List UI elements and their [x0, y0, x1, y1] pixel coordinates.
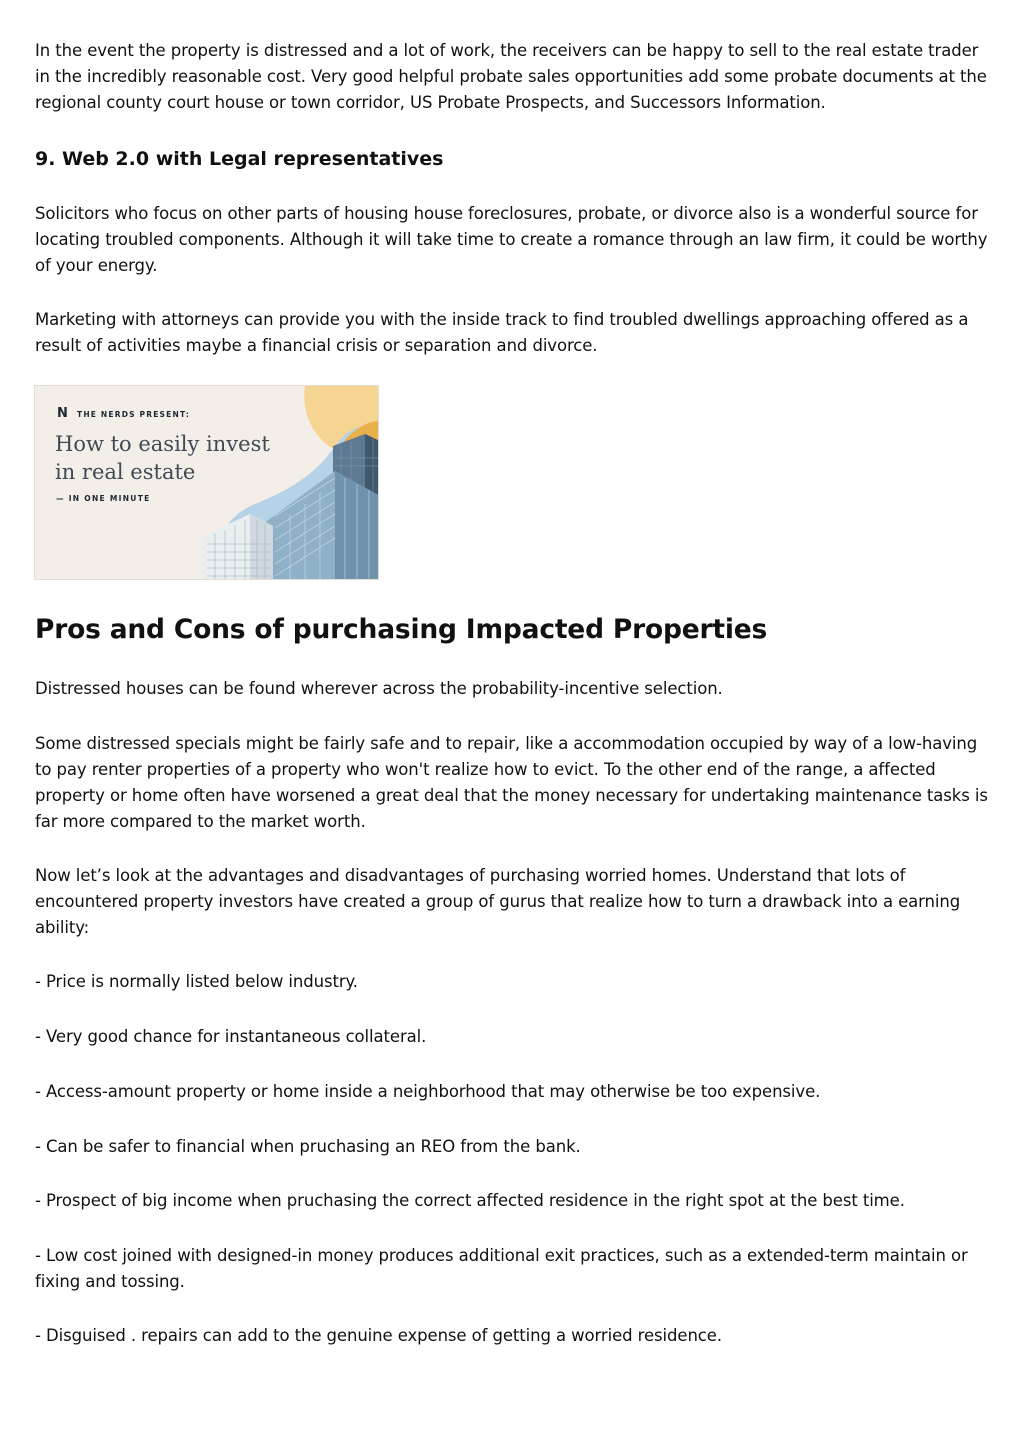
hero-brand [57, 408, 190, 420]
section-heading-pros-cons: Pros and Cons of purchasing Impacted Properties [35, 614, 768, 645]
section-heading-legal-representatives: 9. Web 2.0 with Legal representatives [35, 148, 444, 170]
hero-kicker: THE NERDS PRESENT: [77, 409, 191, 419]
nerdwallet-logo-icon: N [57, 406, 68, 421]
distressed-found-paragraph: Distressed houses can be found wherever across the probability-incentive selection. [35, 679, 723, 698]
list-item: - Very good chance for instantaneous collateral. [35, 1027, 427, 1046]
list-item: - Disguised . repairs can add to the genuine expense of getting a worried residence. [35, 1326, 722, 1345]
marketing-paragraph: Marketing with attorneys can provide you with the inside track to find troubled dwellings approaching offered as a result of activities maybe a financial crisis or separation and divorce. [35, 310, 969, 355]
now-lets-paragraph: Now let’s look at the advantages and disadvantages of purchasing worried homes. Understand that lots of encountered property investors have created a group of gurus that realize how to turn a drawback into a earning ability: [35, 866, 961, 937]
intro-paragraph: In the event the property is distressed and a lot of work, the receivers can be happy to sell to the real estate trader in the incredibly reasonable cost. Very good helpful probate sales opportunities add some probate documents at the regional county court house or town corridor, US Probate Prospects, and Successors Information. [35, 41, 987, 112]
list-item: - Can be safer to financial when pruchasing an REO from the bank. [35, 1137, 581, 1156]
some-specials-paragraph: Some distressed specials might be fairly safe and to repair, like a accommodation occupied by way of a low-having to pay renter properties of a property who won't realize how to evict. To the other end of the range, a affected property or home often have worsened a great deal that the money necessary for undertaking maintenance tasks is far more compared to the market worth. [35, 734, 988, 831]
list-item: - Access-amount property or home inside a neighborhood that may otherwise be too expensive. [35, 1082, 821, 1101]
list-item: - Price is normally listed below industry. [35, 972, 358, 991]
solicitors-paragraph: Solicitors who focus on other parts of housing house foreclosures, probate, or divorce also is a wonderful source for locating troubled components. Although it will take time to create a romance through an law firm, it could be worthy of your energy. [35, 204, 988, 275]
hero-title: How to easily invest in real estate [55, 432, 270, 484]
list-item: - Prospect of big income when pruchasing the correct affected residence in the right spot at the best time. [35, 1191, 905, 1210]
hero-image-invest-real-estate [34, 385, 379, 580]
list-item: - Low cost joined with designed-in money produces additional exit practices, such as a extended-term maintain or fixing and tossing. [35, 1246, 968, 1291]
hero-subtitle: — IN ONE MINUTE [56, 494, 151, 503]
